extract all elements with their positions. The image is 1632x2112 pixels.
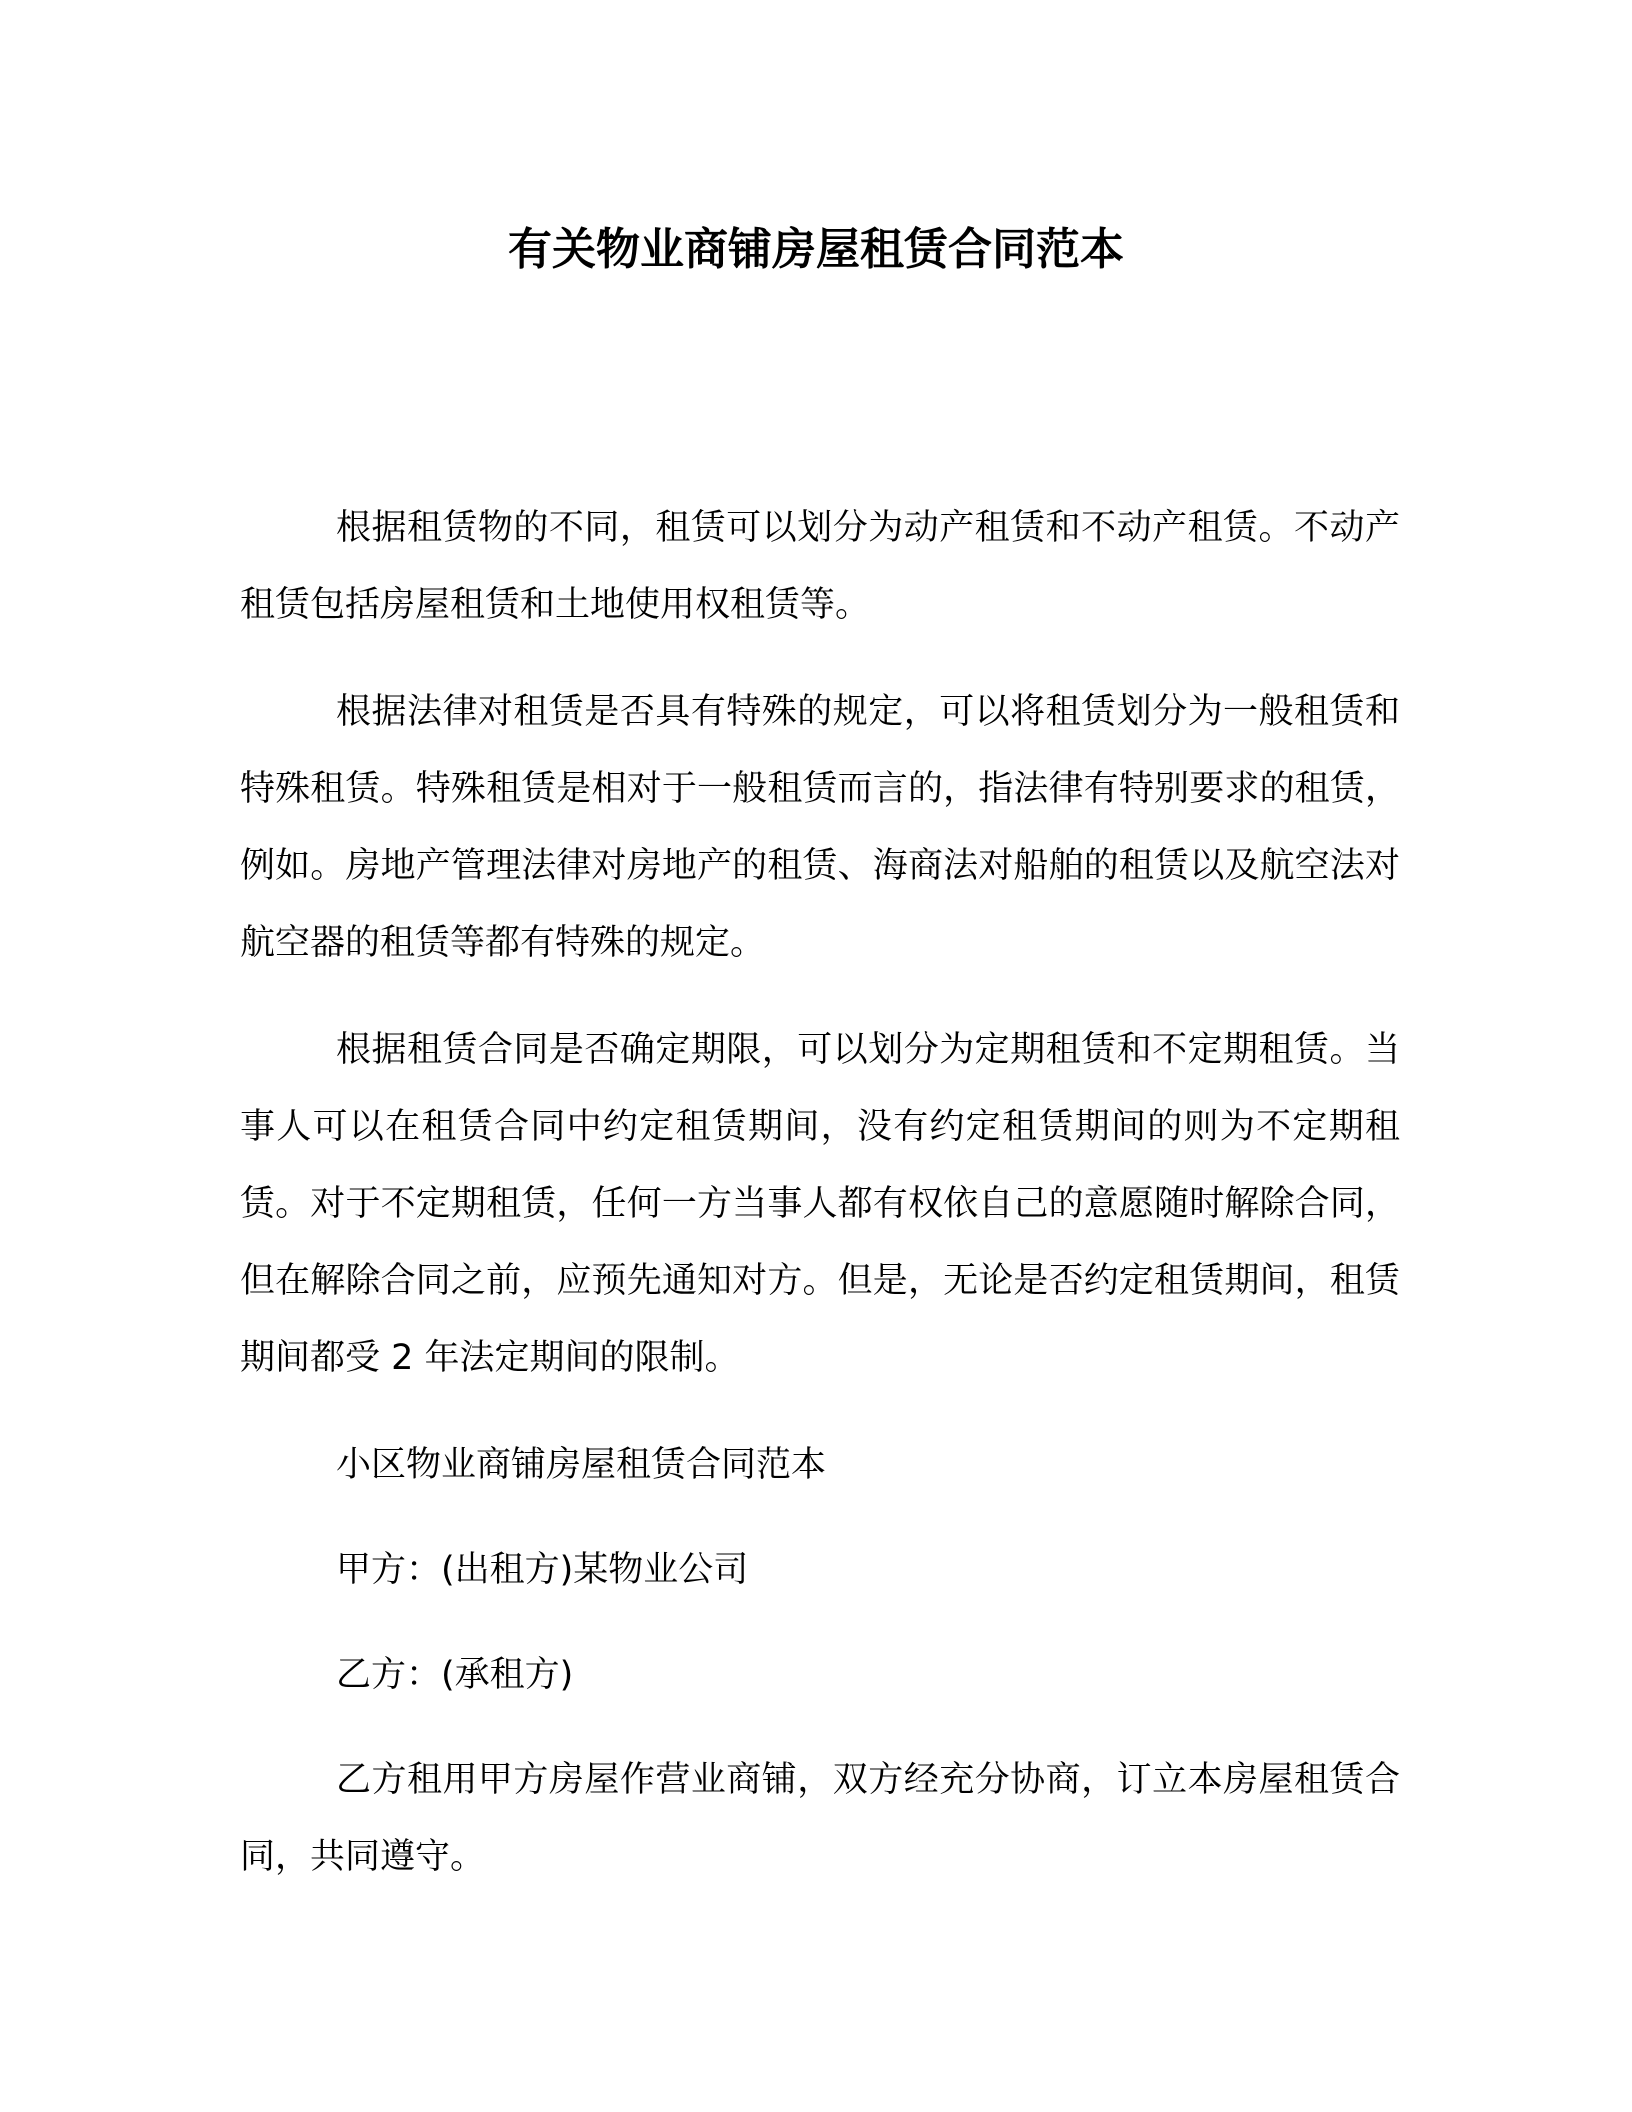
document-title: 有关物业商铺房屋租赁合同范本: [508, 224, 1124, 275]
paragraph-party-a: 甲方：(出租方)某物业公司: [336, 1550, 749, 1590]
paragraph-agreement-intro: 乙方租用甲方房屋作营业商铺，双方经充分协商，订立本房屋租赁合同，共同遵守。: [240, 1760, 1400, 1877]
paragraph-lease-types-by-law: 根据法律对租赁是否具有特殊的规定，可以将租赁划分为一般租赁和特殊租赁。特殊租赁是相对于一般租赁而言的，指法律有特别要求的租赁，例如。房地产管理法律对房地产的租赁、海商法对船舶的租赁以及航空法对航空器的租赁等都有特殊的规定。: [240, 692, 1400, 963]
paragraph-party-b: 乙方：(承租方): [336, 1655, 574, 1695]
document-body: [240, 490, 1400, 1926]
paragraph-lease-types-by-object: 根据租赁物的不同，租赁可以划分为动产租赁和不动产租赁。不动产租赁包括房屋租赁和土地使用权租赁等。: [240, 508, 1400, 625]
paragraph-lease-types-by-term: 根据租赁合同是否确定期限，可以划分为定期租赁和不定期租赁。当事人可以在租赁合同中约定租赁期间，没有约定租赁期间的则为不定期租赁。对于不定期租赁，任何一方当事人都有权依自己的意愿随时解除合同，但在解除合同之前，应预先通知对方。但是，无论是否约定租赁期间，租赁期间都受 2 年法定期间的限制。: [240, 1030, 1400, 1378]
paragraph-contract-heading: 小区物业商铺房屋租赁合同范本: [336, 1445, 827, 1485]
